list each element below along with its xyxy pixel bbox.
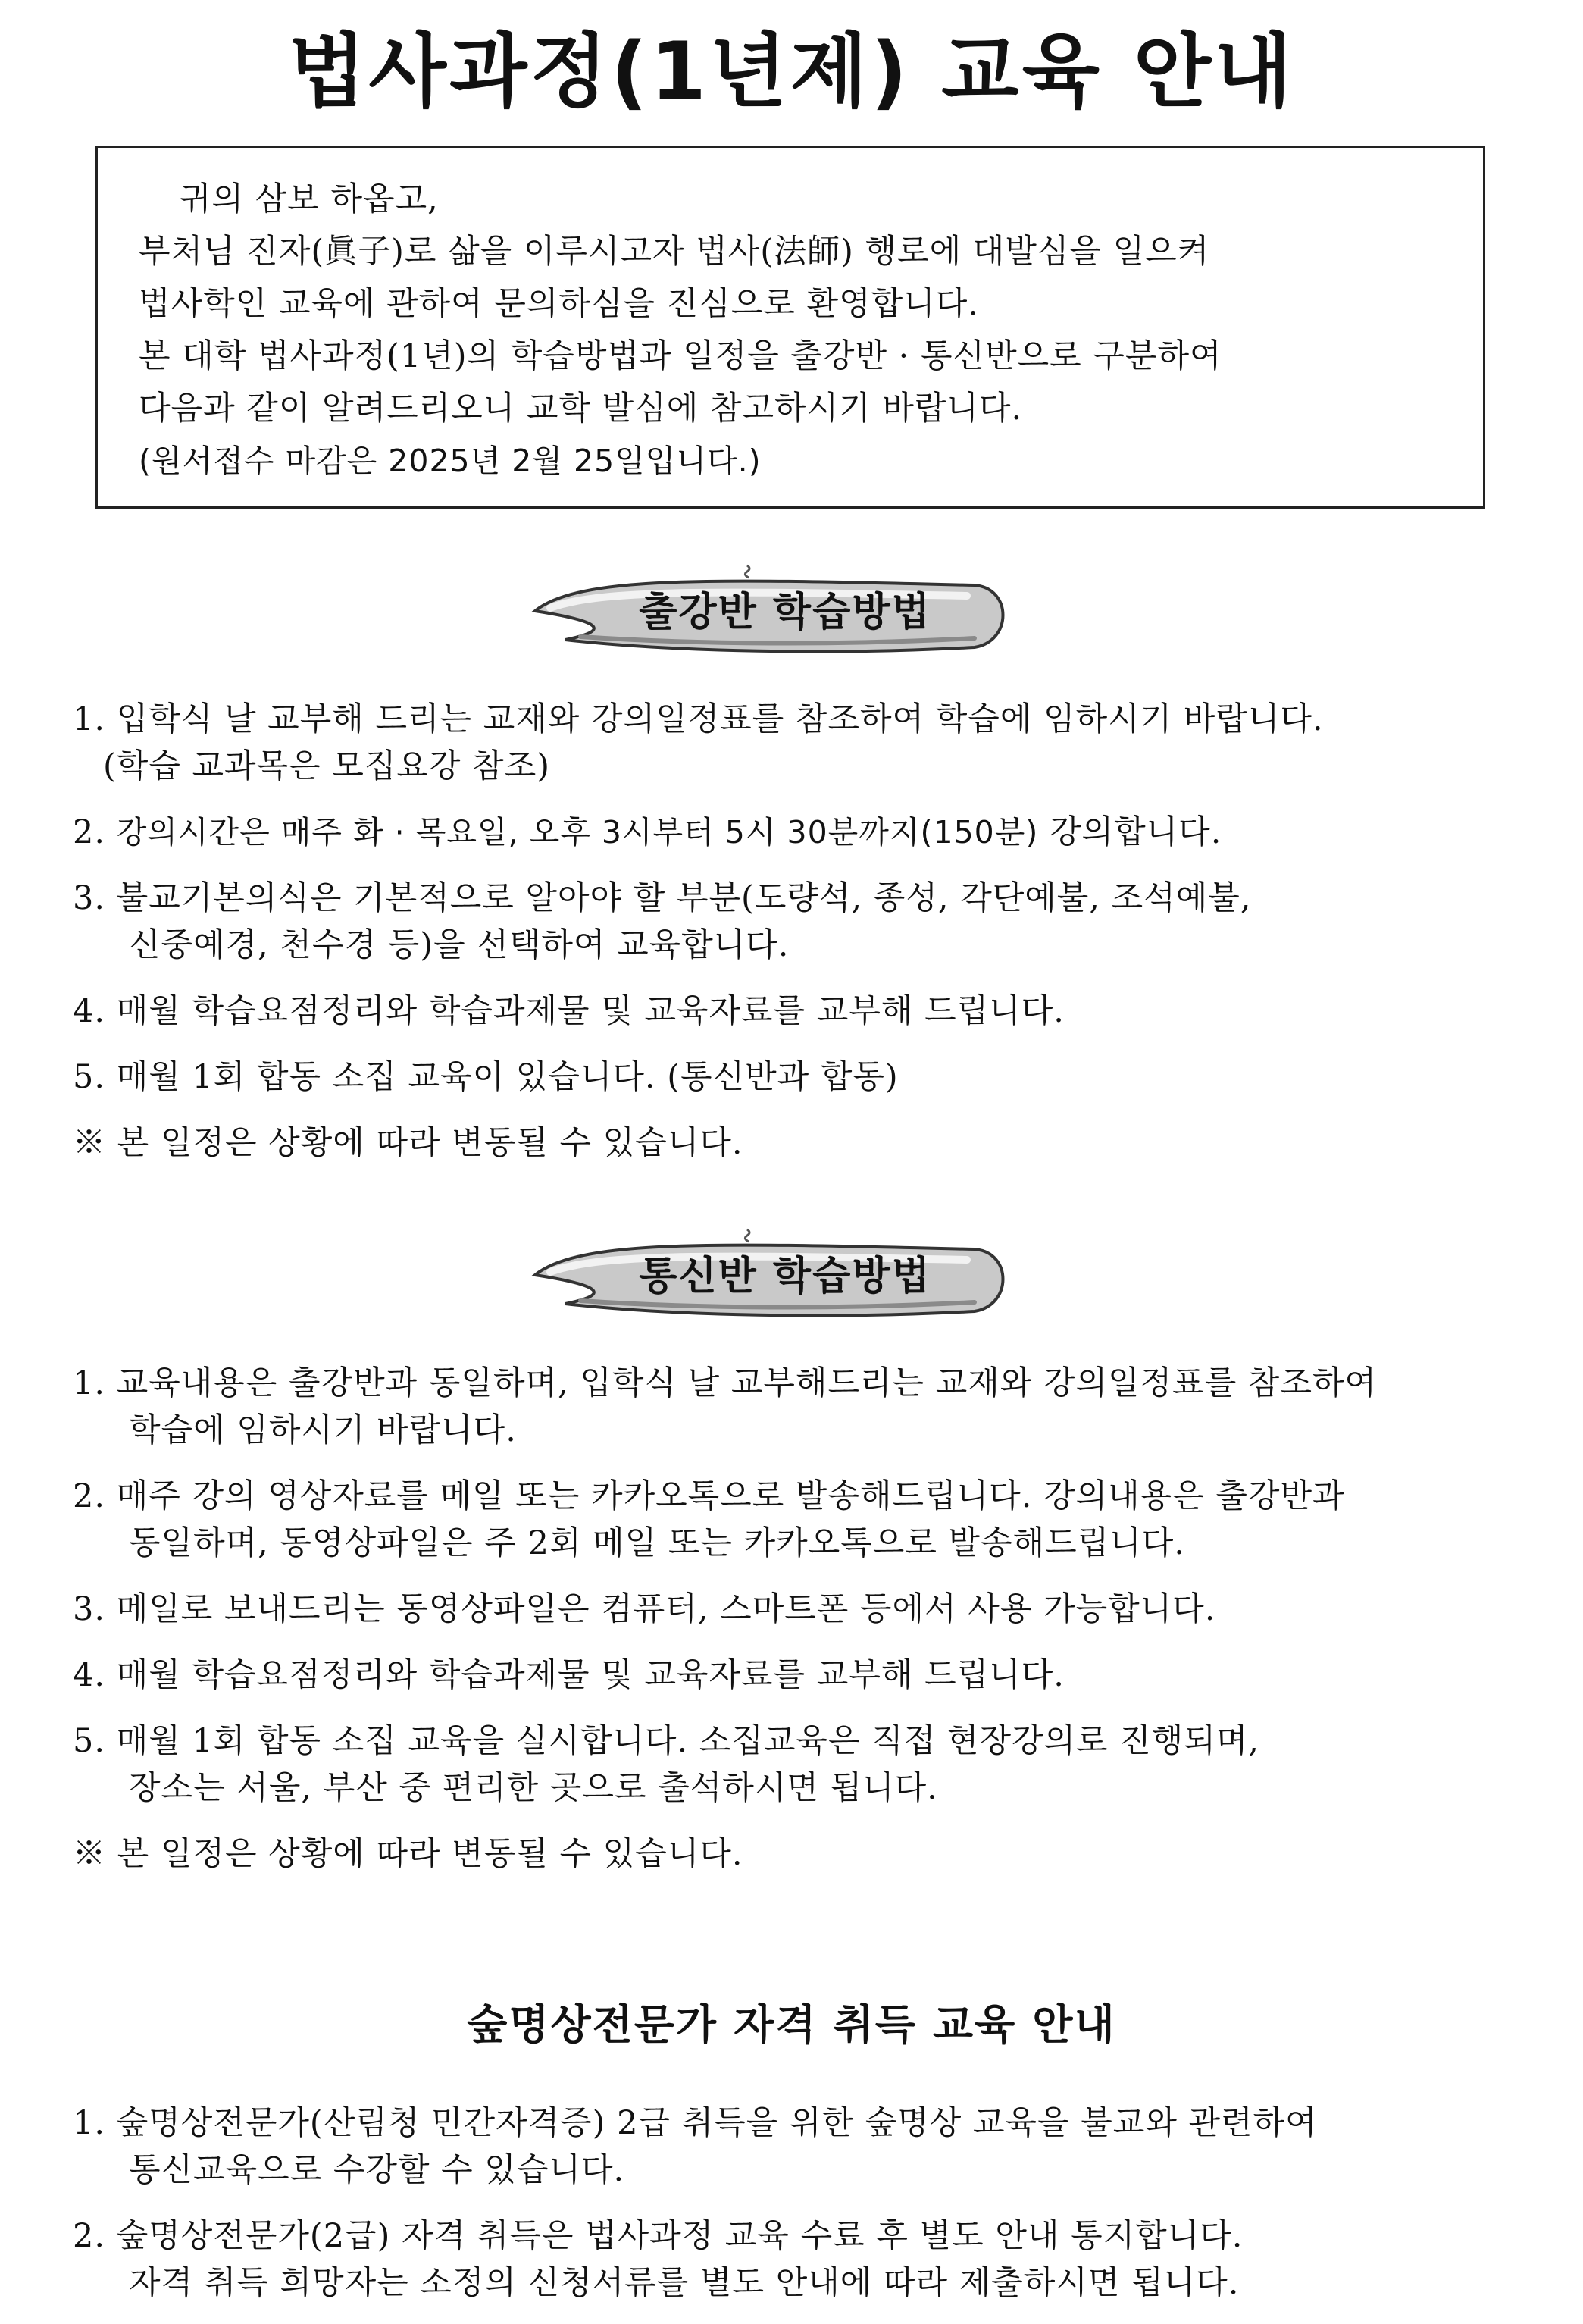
- intro-deadline: (원서접수 마감은 2025년 2월 25일입니다.): [139, 443, 762, 479]
- list-item: [73, 988, 1558, 1035]
- list-item: [73, 2213, 1558, 2307]
- page-title: 법사과정(1년제) 교육 안내: [288, 25, 1295, 118]
- section-title-correspondence: 통신반 학습방법: [639, 1254, 931, 1299]
- list-item-text: 통신교육으로 수강할 수 있습니다.: [129, 2151, 625, 2189]
- forest-meditation-list: [73, 2100, 1558, 2307]
- note-text: ※ 본 일정은 상황에 따라 변동될 수 있습니다.: [73, 1124, 743, 1162]
- list-item-text: 1. 교육내용은 출강반과 동일하며, 입학식 날 교부해드리는 교재와 강의일정표를 참조하여: [73, 1364, 1378, 1402]
- intro-box: [95, 146, 1485, 509]
- intro-line: 부처님 진자(眞子)로 삶을 이루시고자 법사(法師) 행로에 대발심을 일으켜: [139, 233, 1210, 271]
- schedule-note: [73, 1120, 1558, 1167]
- list-item-text: 1. 숲명상전문가(산림청 민간자격증) 2급 취득을 위한 숲명상 교육을 불교와 관련하여: [73, 2104, 1318, 2142]
- list-item-text: 신중예경, 천수경 등)을 선택하여 교육합니다.: [129, 926, 790, 964]
- list-item: [73, 1473, 1558, 1567]
- list-item-text: 3. 메일로 보내드리는 동영상파일은 컴퓨터, 스마트폰 등에서 사용 가능합니다.: [73, 1590, 1216, 1628]
- list-item-text: 학습에 임하시기 바랍니다.: [129, 1411, 517, 1449]
- correspondence-list: [73, 1360, 1558, 1878]
- item-number: 2.: [73, 813, 117, 851]
- intro-line: 본 대학 법사과정(1년)의 학습방법과 일정을 출강반 · 통신반으로 구분하여: [139, 337, 1222, 375]
- list-item-text: 4. 매월 학습요점정리와 학습과제물 및 교육자료를 교부해 드립니다.: [73, 992, 1065, 1030]
- item-suffix: 강의합니다.: [1038, 813, 1222, 851]
- section-title-forest-meditation: 숲명상전문가 자격 취득 교육 안내: [467, 2000, 1116, 2049]
- list-item-text: 2. 숲명상전문가(2급) 자격 취득은 법사과정 교육 수료 후 별도 안내 통지합니다.: [73, 2217, 1244, 2255]
- schedule-note: [73, 1831, 1558, 1878]
- note-text: ※ 본 일정은 상황에 따라 변동될 수 있습니다.: [73, 1835, 743, 1873]
- list-item: [73, 1360, 1558, 1454]
- section-banner-correspondence: [520, 1222, 1005, 1320]
- list-item-text: [73, 809, 1558, 856]
- list-item: [73, 1652, 1558, 1699]
- list-item: [73, 809, 1558, 856]
- list-item: [73, 1586, 1558, 1633]
- list-item-text: 2. 매주 강의 영상자료를 메일 또는 카카오톡으로 발송해드립니다. 강의내용은 출강반과: [73, 1477, 1345, 1515]
- lecture-time: 강의시간은 매주 화 · 목요일, 오후 3시부터 5시 30분까지(150분): [116, 814, 1039, 850]
- intro-line: 다음과 같이 알려드리오니 교학 발심에 참고하시기 바랍니다.: [139, 390, 1023, 428]
- section-title-lecture: 출강반 학습방법: [639, 590, 931, 635]
- list-item-text: 3. 불교기본의식은 기본적으로 알아야 할 부분(도량석, 종성, 각단예불, 조석예불,: [73, 879, 1252, 917]
- list-item: [73, 875, 1558, 969]
- list-item-text: 자격 취득 희망자는 소정의 신청서류를 별도 안내에 따라 제출하시면 됩니다.: [129, 2264, 1240, 2302]
- section-banner-lecture: [520, 558, 1005, 656]
- list-item: [73, 696, 1558, 790]
- list-item-text: 5. 매월 1회 합동 소집 교육이 있습니다. (통신반과 합동): [73, 1058, 899, 1096]
- list-item-text: 장소는 서울, 부산 중 편리한 곳으로 출석하시면 됩니다.: [129, 1769, 938, 1807]
- intro-greeting: 귀의 삼보 하옵고,: [180, 180, 439, 218]
- list-item: [73, 1718, 1558, 1812]
- list-item-text: 동일하며, 동영상파일은 주 2회 메일 또는 카카오톡으로 발송해드립니다.: [129, 1524, 1185, 1562]
- list-item-text: 5. 매월 1회 합동 소집 교육을 실시합니다. 소집교육은 직접 현장강의로 진행되며,: [73, 1722, 1260, 1760]
- list-item-text: 1. 입학식 날 교부해 드리는 교재와 강의일정표를 참조하여 학습에 임하시기 바랍니다.: [73, 700, 1324, 738]
- intro-line: 법사학인 교육에 관하여 문의하심을 진심으로 환영합니다.: [139, 285, 979, 323]
- list-item: [73, 1054, 1558, 1101]
- lecture-list: [73, 696, 1558, 1167]
- list-item: [73, 2100, 1558, 2194]
- list-item-text: 4. 매월 학습요점정리와 학습과제물 및 교육자료를 교부해 드립니다.: [73, 1656, 1065, 1694]
- list-item-text: (학습 교과목은 모집요강 참조): [103, 747, 551, 785]
